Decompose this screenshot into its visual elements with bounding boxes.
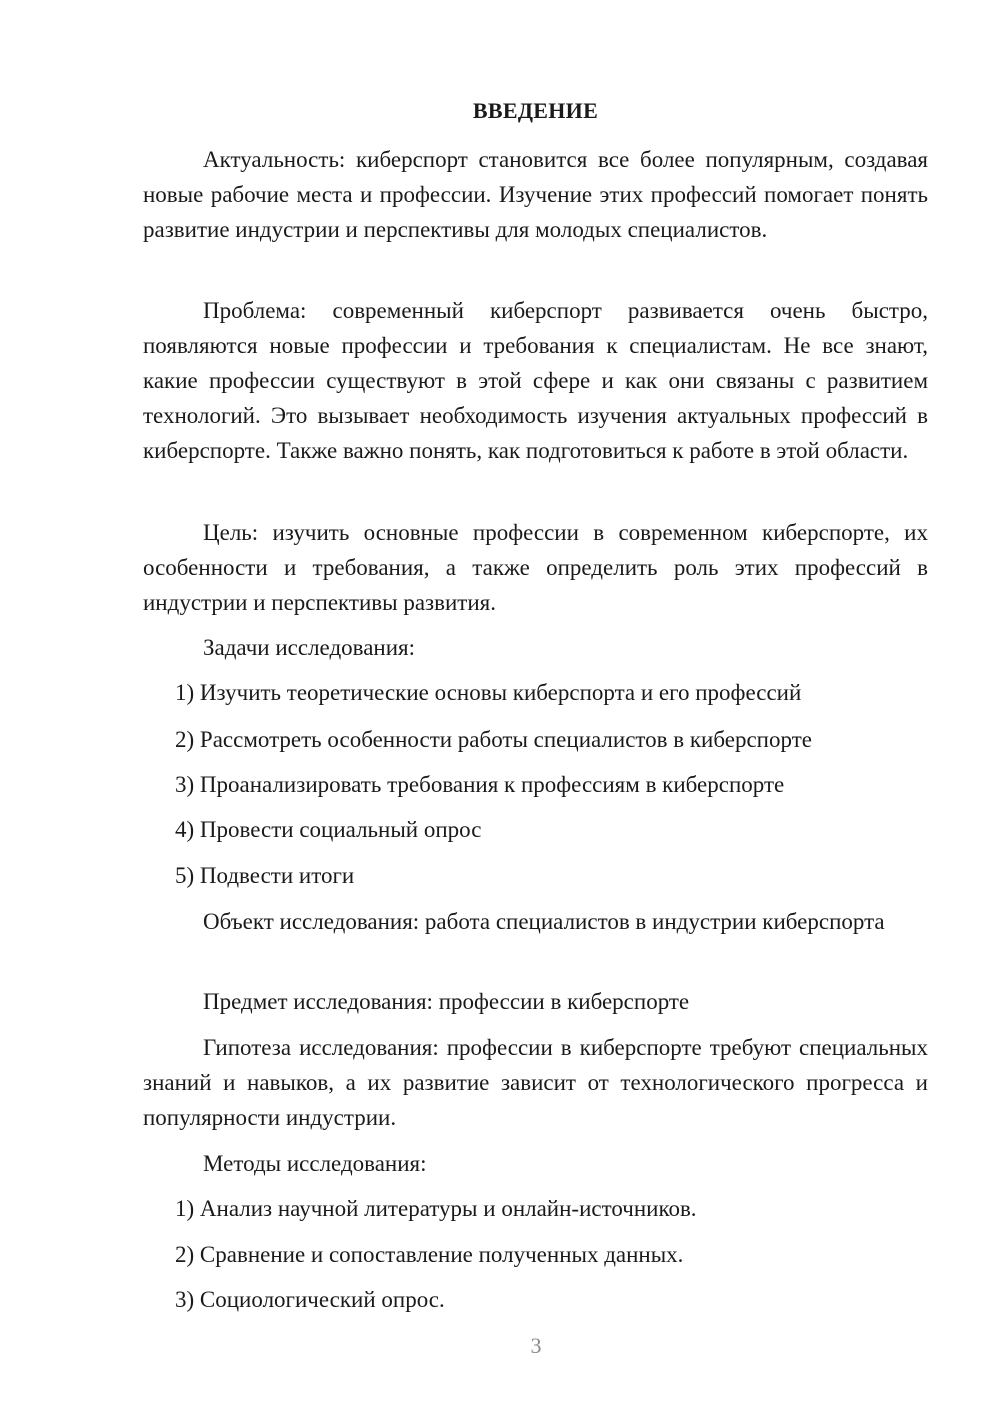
subject-paragraph: Предмет исследования: профессии в киберспорте (203, 989, 690, 1014)
page-number: 3 (530, 1333, 542, 1358)
object-paragraph: Объект исследования: работа специалистов в индустрии киберспорта (203, 909, 885, 934)
method-item: 3) Социологический опрос. (175, 1287, 445, 1312)
method-item: 2) Сравнение и сопоставление полученных данных. (175, 1242, 684, 1267)
problem-paragraph: Проблема: современный киберспорт развивается очень быстро, появляются новые профессии и требования к специалистам. Не все знают, какие профессии существуют в этой сфере и как они связаны с развитием технологий. Это вызывает необходимость изучения актуальных профессий в киберспорте. Также важно понять, как подготовиться к работе в этой области. (143, 298, 928, 463)
page-title: ВВЕДЕНИЕ (472, 98, 599, 123)
task-item: 5) Подвести итоги (175, 863, 355, 888)
relevance-paragraph: Актуальность: киберспорт становится все более популярным, создавая новые рабочие места и профессии. Изучение этих профессий помогает понять развитие индустрии и перспективы для молодых специалистов. (143, 147, 928, 242)
task-item: 2) Рассмотреть особенности работы специалистов в киберспорте (175, 727, 812, 752)
tasks-heading: Задачи исследования: (203, 635, 416, 660)
task-item: 4) Провести социальный опрос (175, 817, 482, 842)
task-item: 3) Проанализировать требования к профессиям в киберспорте (175, 772, 785, 797)
goal-paragraph: Цель: изучить основные профессии в современном киберспорте, их особенности и требования, а также определить роль этих профессий в индустрии и перспективы развития. (143, 520, 928, 615)
hypothesis-paragraph: Гипотеза исследования: профессии в киберспорте требуют специальных знаний и навыков, а их развитие зависит от технологического прогресса и популярности индустрии. (143, 1035, 928, 1130)
task-item: 1) Изучить теоретические основы киберспорта и его профессий (175, 680, 802, 705)
methods-heading: Методы исследования: (203, 1151, 427, 1176)
method-item: 1) Анализ научной литературы и онлайн-источников. (175, 1196, 697, 1221)
